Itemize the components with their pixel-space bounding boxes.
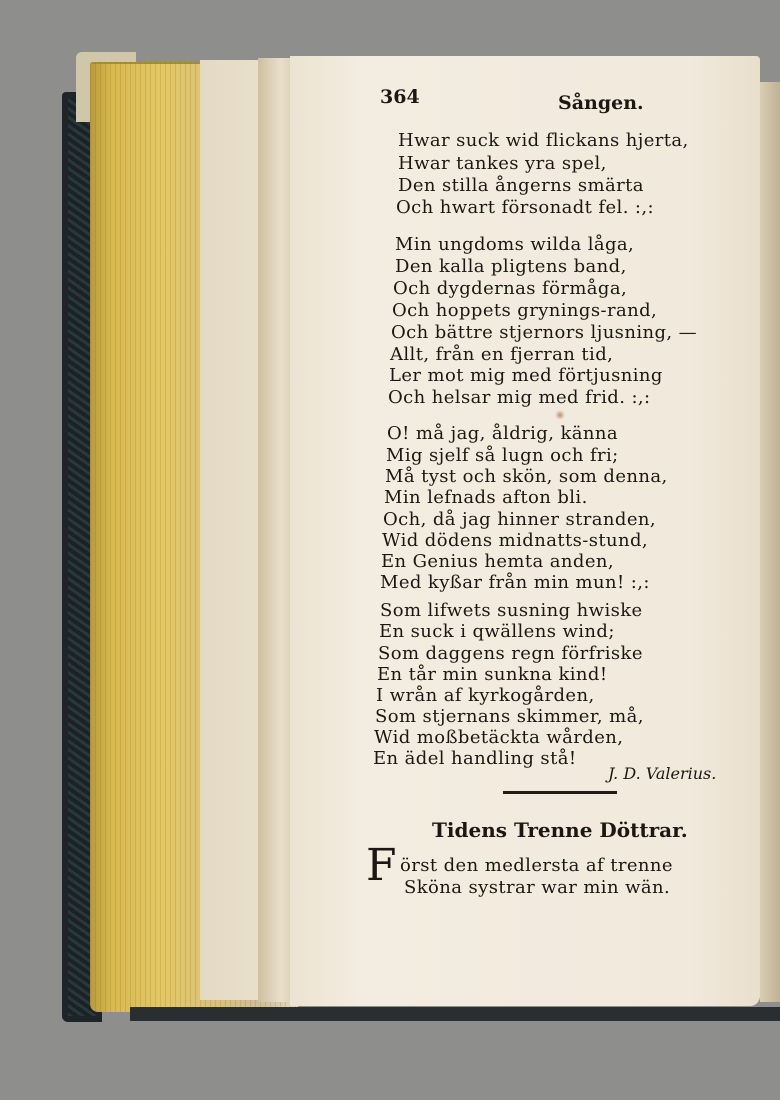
verse-line: Ler mot mig med förtjusning: [389, 365, 663, 386]
verse-line: Och bättre stjernors ljusning, —: [391, 322, 698, 343]
page-number: 364: [380, 86, 420, 108]
verse-line: örst den medlersta af trenne: [400, 855, 673, 876]
verse-line: Och, då jag hinner stranden,: [383, 509, 657, 530]
drop-cap: F: [366, 840, 397, 891]
verse-line: En Genius hemta anden,: [381, 551, 615, 572]
running-title: Sången.: [558, 92, 644, 114]
verse-line: Och hoppets grynings-rand,: [392, 300, 658, 321]
verse-line: Med kyßar från min mun! :,:: [380, 572, 650, 593]
author-signature: J. D. Valerius.: [608, 764, 717, 783]
verse-line: En tår min sunkna kind!: [377, 664, 608, 685]
verse-line: Och dygdernas förmåga,: [393, 278, 628, 299]
verse-line: Hwar suck wid flickans hjerta,: [398, 130, 689, 151]
verse-line: Hwar tankes yra spel,: [398, 153, 607, 174]
verse-line: Min lefnads afton bli.: [384, 487, 588, 508]
verse-line: Och hwart försonadt fel. :,:: [396, 197, 654, 218]
verse-line: Som daggens regn förfriske: [378, 643, 643, 664]
verse-line: En suck i qwällens wind;: [379, 621, 615, 642]
verse-line: Som stjernans skimmer, må,: [375, 706, 644, 727]
verse-line: Den kalla pligtens band,: [395, 256, 627, 277]
verse-line: Som lifwets susning hwiske: [380, 600, 643, 621]
verse-line: Allt, från en fjerran tid,: [390, 344, 614, 365]
verse-line: O! må jag, åldrig, känna: [387, 423, 619, 444]
verse-line: Min ungdoms wilda låga,: [395, 234, 635, 255]
verse-line: En ädel handling stå!: [373, 748, 577, 769]
section-divider: [503, 791, 617, 794]
verse-line: Den stilla ångerns smärta: [398, 175, 644, 196]
verse-line: Wid dödens midnatts-stund,: [382, 530, 649, 551]
right-page-edge: [760, 82, 780, 1002]
cover-bottom-edge: [130, 1007, 780, 1021]
poem-title: Tidens Trenne Döttrar.: [432, 818, 688, 842]
verse-line: Må tyst och skön, som denna,: [385, 466, 668, 487]
verse-line: Mig sjelf så lugn och fri;: [386, 445, 619, 466]
verse-line: Sköna systrar war min wän.: [404, 877, 671, 898]
verse-line: I wrån af kyrkogården,: [376, 685, 595, 706]
verse-line: Wid moßbetäckta wården,: [374, 727, 624, 748]
verse-line: Och helsar mig med frid. :,:: [388, 387, 651, 408]
paper-stain: [555, 410, 565, 420]
